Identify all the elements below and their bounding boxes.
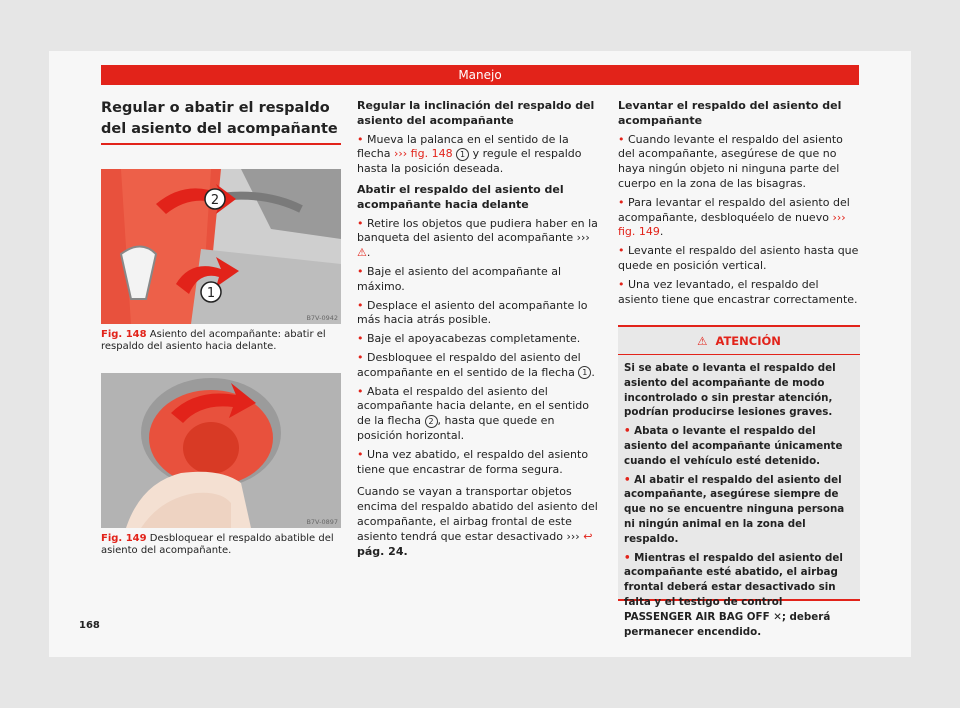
figure-148-caption: [101, 329, 341, 353]
step-item: • Para levantar el respaldo del asiento del acompañante, desbloquéelo de nuevo ››› fig. 149.: [618, 195, 850, 239]
step-item: • Baje el asiento del acompañante al máximo.: [357, 264, 562, 293]
callout-2: 2: [210, 193, 220, 208]
note-paragraph: Cuando se vayan a transportar objetos encima del respaldo abatido del asiento del acompañante, el airbag frontal de este asiento tendrá que estar desactivado ››› ↩ pág. 24.: [357, 485, 598, 558]
figure-code: B7V-0897: [306, 518, 338, 526]
section-header: Manejo: [101, 65, 859, 85]
callout-1: 1: [206, 286, 216, 301]
warning-item: • Abata o levante el respaldo del asiento del acompañante únicamente cuando el vehículo esté detenido.: [624, 425, 843, 467]
step-item: • Baje el apoyacabezas completamente.: [357, 332, 581, 346]
warning-reference: ›››: [576, 231, 590, 245]
backrest-release-illustration: [101, 373, 341, 528]
warning-box: [618, 325, 860, 638]
figure-148: [101, 169, 341, 324]
step-item: • Desbloquee el respaldo del asiento del acompañante en el sentido de la flecha 1 .: [357, 350, 595, 379]
column-3: [618, 99, 860, 311]
caption-text: Desbloquear el respaldo abatible del asiento del acompañante.: [101, 533, 334, 556]
subheading-fold: Abatir el respaldo del asiento del acompañante hacia delante: [357, 182, 564, 211]
warning-body: [618, 355, 860, 639]
figure-reference-link[interactable]: ››› fig. 149: [618, 210, 846, 239]
page-reference-link[interactable]: pág. 24.: [357, 544, 408, 558]
column-1: [101, 98, 341, 557]
step-item: • Cuando levante el respaldo del asiento del acompañante, asegúrese de que no haya ningún objeto ni ninguna parte del cuerpo en la zona de las bisagras.: [618, 132, 843, 190]
airbag-off-icon: ✕: [773, 610, 782, 623]
step-item: • Una vez levantado, el respaldo del asiento tiene que encastrar correctamente.: [618, 277, 858, 306]
subheading-raise: Levantar el respaldo del asiento del acompañante: [618, 99, 842, 127]
column-2: [357, 99, 602, 563]
figure-reference-link[interactable]: ››› fig. 148: [393, 147, 453, 161]
step-item: • Mueva la palanca en el sentido de la flecha ››› fig. 148 1 y regule el respaldo hasta la posición deseada.: [357, 132, 582, 176]
warning-item: • Mientras el respaldo del asiento del acompañante esté abatido, el airbag frontal deberá estar desactivado sin falta y el testigo de control PASSENGER AIR BAG OFF ✕; deberá permanecer encendido.: [624, 551, 843, 638]
figure-code: B7V-0942: [306, 314, 338, 322]
section-title: Regular o abatir el respaldo del asiento del acompañante: [101, 100, 338, 137]
warning-triangle-icon: ⚠: [697, 334, 708, 348]
figure-label: Fig. 149: [101, 533, 147, 544]
step-item: • Desplace el asiento del acompañante lo más hacia atrás posible.: [357, 298, 588, 327]
airbag-off-label: OFF: [746, 610, 770, 623]
seat-lever-illustration: [101, 169, 341, 324]
callout-marker: 1: [456, 148, 469, 161]
step-item: • Abata el respaldo del asiento del acompañante hacia delante, en el sentido de la flecha 2 , hasta que quede en posición horizontal.: [357, 384, 589, 442]
title-divider: [101, 143, 341, 145]
step-item: • Una vez abatido, el respaldo del asiento tiene que encastrar de forma segura.: [357, 447, 589, 476]
callout-marker: 2: [425, 415, 438, 428]
subheading-recline: Regular la inclinación del respaldo del asiento del acompañante: [357, 99, 595, 127]
warning-item: • Al abatir el respaldo del asiento del acompañante, asegúrese siempre de que no se encuentre ninguna persona ni ningún animal en la zona del respaldo.: [624, 473, 845, 545]
figure-149-caption: [101, 533, 341, 557]
warning-header: ⚠ ATENCIÓN: [697, 334, 781, 348]
figure-149: [101, 373, 341, 528]
caption-text: Asiento del acompañante: abatir el respaldo del asiento hacia delante.: [101, 329, 326, 352]
page-number: 168: [79, 620, 100, 631]
step-item: • Retire los objetos que pudiera haber en la banqueta del asiento del acompañante ››› ⚠.: [357, 216, 598, 260]
warning-paragraph: Si se abate o levanta el respaldo del asiento del acompañante de modo incontrolado o sin prestar atención, podrían producirse lesiones graves.: [624, 362, 836, 419]
callout-marker: 1: [578, 366, 591, 379]
step-item: • Levante el respaldo del asiento hasta que quede en posición vertical.: [618, 244, 859, 272]
figure-label: Fig. 148: [101, 329, 147, 340]
warning-triangle-icon: ⚠: [357, 246, 367, 260]
page-link-icon: ↩: [583, 529, 593, 543]
